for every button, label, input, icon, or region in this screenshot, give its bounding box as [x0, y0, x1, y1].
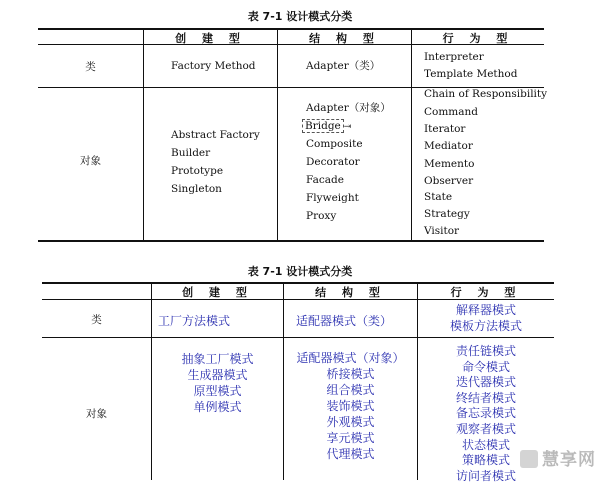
table1-cell: Adapter（对象） — [306, 102, 391, 114]
table1-cell: Builder — [171, 147, 211, 159]
table1-col-divider-3 — [411, 29, 412, 241]
table1-cell: Command — [424, 106, 479, 118]
table1-cell: Interpreter — [424, 51, 484, 63]
table2-cell: 享元模式 — [326, 431, 375, 445]
table2-cell: 单例模式 — [193, 400, 242, 414]
table1-cell: State — [424, 191, 453, 203]
table2-cell: 抽象工厂模式 — [181, 352, 254, 366]
table2-cell: 备忘录模式 — [455, 406, 516, 420]
table2-cell: 组合模式 — [326, 383, 375, 397]
watermark-text: 慧享网 — [542, 450, 596, 470]
table1-cell: Abstract Factory — [171, 129, 260, 141]
table2-cell: 适配器模式（对象） — [296, 351, 405, 365]
table2-caption: 表 7-1 设计模式分类 — [247, 265, 353, 278]
table1-cell: Proxy — [306, 210, 337, 222]
table2-row-label-class: 类 — [91, 314, 102, 326]
table2-cell: 适配器模式（类） — [296, 314, 393, 328]
table2-cell: 工厂方法模式 — [158, 314, 231, 328]
selection-box[interactable]: Bridge — [302, 119, 344, 133]
table1-cell: Iterator — [424, 123, 466, 135]
table2-header-creational: 创 建 型 — [182, 286, 253, 299]
table1-cell: Prototype — [171, 165, 224, 177]
table1-cell: Facade — [306, 174, 344, 186]
table1-row-label-object: 对象 — [80, 155, 101, 167]
table2-cell: 解释器模式 — [455, 303, 516, 317]
table1-cell: Mediator — [424, 140, 473, 152]
table2-row-label-object: 对象 — [86, 408, 107, 420]
table1-cell-selected[interactable] — [302, 118, 351, 136]
table2-cell: 代理模式 — [326, 447, 375, 461]
table2-cell: 终结者模式 — [455, 391, 516, 405]
table1-cell: Composite — [306, 138, 363, 150]
mouse-cursor-icon: ⇥ — [343, 122, 352, 132]
table2-cell: 策略模式 — [461, 453, 510, 467]
table1-cell: Visitor — [424, 225, 460, 237]
watermark-logo-icon — [520, 450, 538, 468]
table2-header-behavioral: 行 为 型 — [450, 286, 522, 299]
table1-cell: Observer — [424, 175, 474, 187]
table2-cell: 访问者模式 — [455, 469, 516, 483]
table1-row-label-class: 类 — [85, 61, 96, 73]
table2-cell: 模板方法模式 — [449, 319, 522, 333]
table2-cell: 桥接模式 — [326, 367, 375, 381]
table1-cell: Flyweight — [306, 192, 359, 204]
table1-cell: Adapter（类） — [306, 60, 381, 72]
table2-header-structural: 结 构 型 — [315, 286, 386, 299]
table2-cell: 装饰模式 — [326, 399, 375, 413]
table1-header-structural: 结 构 型 — [309, 32, 380, 45]
table2-cell: 责任链模式 — [455, 344, 516, 358]
table2-cell: 状态模式 — [461, 438, 510, 452]
table1-cell: Template Method — [424, 68, 518, 80]
table2-cell: 观察者模式 — [455, 422, 516, 436]
table2-cell: 原型模式 — [193, 384, 242, 398]
table2-cell: 迭代器模式 — [455, 375, 516, 389]
watermark — [520, 445, 596, 470]
table1-cell: Memento — [424, 158, 475, 170]
table1-cell: Decorator — [306, 156, 360, 168]
table2-cell: 生成器模式 — [187, 368, 248, 382]
table1-col-divider-2 — [277, 29, 278, 241]
table2-cell: 命令模式 — [461, 360, 510, 374]
table2-row-rule — [42, 337, 554, 338]
table1-caption: 表 7-1 设计模式分类 — [247, 10, 353, 23]
table2-cell: 外观模式 — [326, 415, 375, 429]
table1-header-creational: 创 建 型 — [175, 32, 246, 45]
table1-cell: Singleton — [171, 183, 222, 195]
table1-cell: Factory Method — [171, 60, 256, 72]
table1-col-divider-1 — [143, 29, 144, 241]
table1-cell: Chain of Responsibility — [424, 88, 548, 100]
table1-bottom-rule — [38, 240, 544, 242]
table1-cell: Strategy — [424, 208, 470, 220]
table1-header-behavioral: 行 为 型 — [442, 32, 514, 45]
